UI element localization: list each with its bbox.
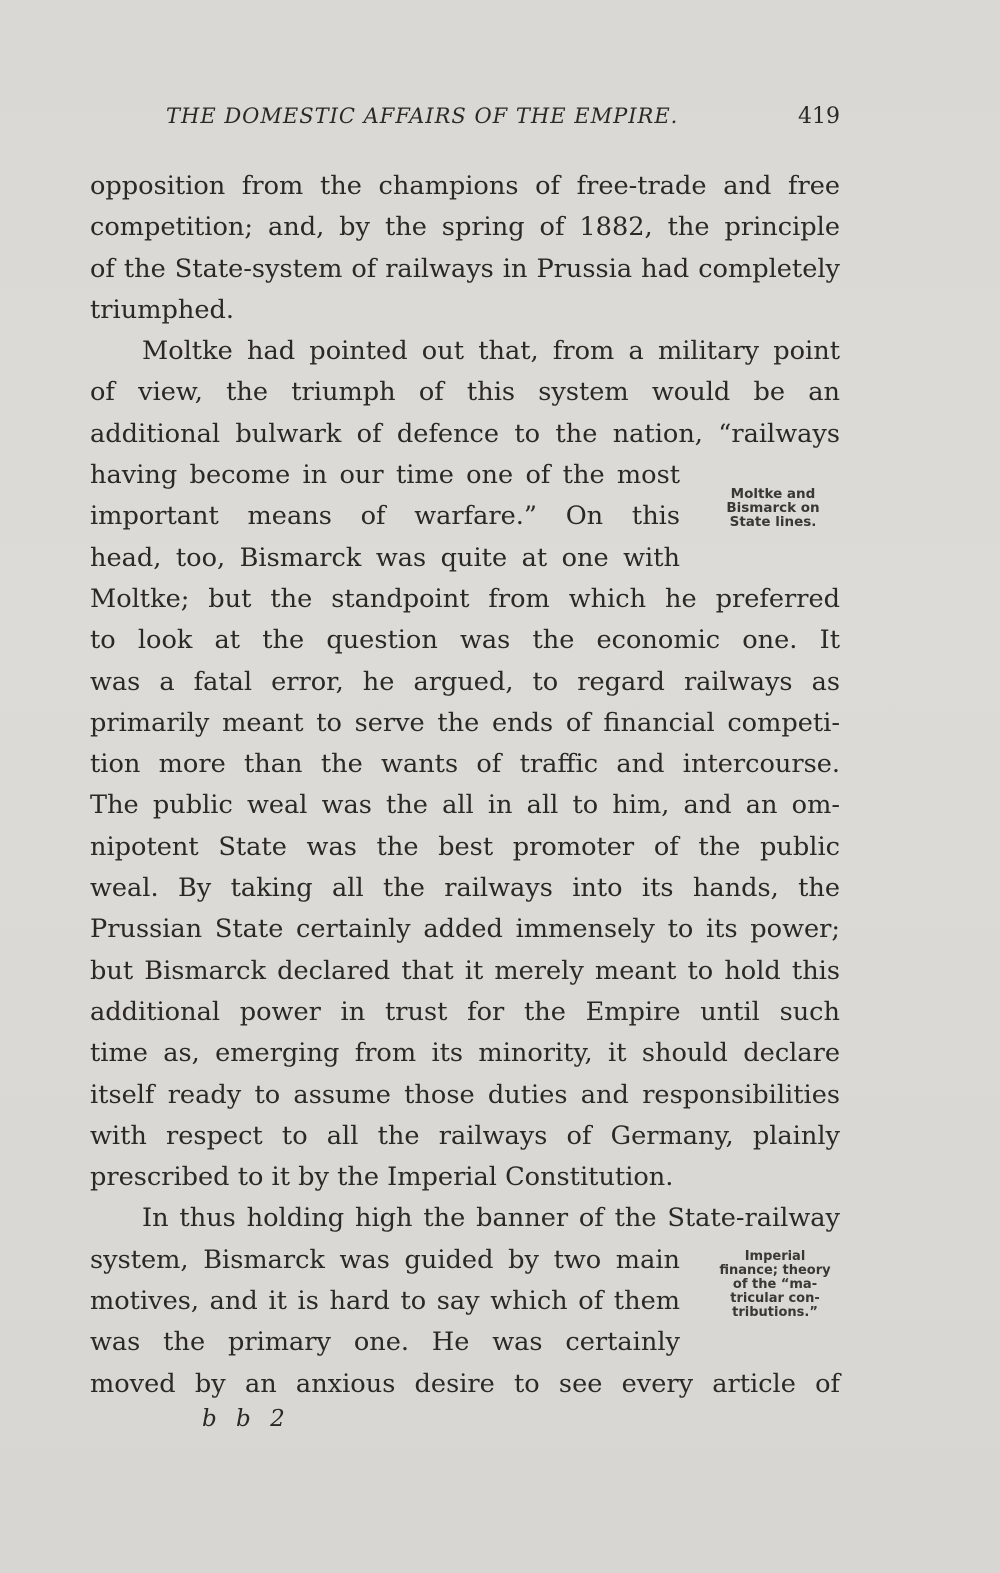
text-line: to look at the question was the economic one. It <box>90 625 840 656</box>
running-head <box>90 104 840 140</box>
text-line: was the primary one. He was certainly <box>90 1327 680 1358</box>
text-line: weal. By taking all the railways into its hands, the <box>90 873 840 904</box>
margin-note-line: finance; theory <box>719 1263 831 1278</box>
text-line: with respect to all the railways of Germany, plainly <box>90 1120 840 1151</box>
text-line: moved by an anxious desire to see every article of <box>90 1368 840 1399</box>
page-number: 419 <box>798 104 840 129</box>
paragraph <box>90 166 840 331</box>
text-line: The public weal was the all in all to him, and an om- <box>90 790 840 821</box>
text-line: triumphed. <box>90 294 234 325</box>
text-line: competition; and, by the spring of 1882, the principle <box>90 212 840 243</box>
paragraph <box>90 331 840 1198</box>
margin-note <box>708 487 838 529</box>
margin-note <box>700 1250 850 1320</box>
text-line: additional power in trust for the Empire until such <box>90 996 840 1027</box>
text-line: Prussian State certainly added immensely to its power; <box>90 914 840 945</box>
margin-note-line: Moltke and <box>730 486 816 502</box>
text-line: Moltke had pointed out that, from a military point <box>142 336 840 367</box>
margin-note-line: of the “ma- <box>732 1277 818 1292</box>
text-line: Moltke; but the standpoint from which he preferred <box>90 583 840 614</box>
text-line: primarily meant to serve the ends of financial competi- <box>90 707 840 738</box>
text-line: tion more than the wants of traffic and intercourse. <box>90 749 840 780</box>
body-text <box>90 166 840 1405</box>
text-line: prescribed to it by the Imperial Constitution. <box>90 1162 674 1193</box>
text-line: important means of warfare.” On this <box>90 501 680 532</box>
text-line: motives, and it is hard to say which of them <box>90 1286 680 1317</box>
text-line: was a fatal error, he argued, to regard railways as <box>90 666 840 697</box>
text-line: nipotent State was the best promoter of the public <box>90 831 840 862</box>
text-line: but Bismarck declared that it merely meant to hold this <box>90 955 840 986</box>
running-title: THE DOMESTIC AFFAIRS OF THE EMPIRE. <box>166 104 679 128</box>
text-line: time as, emerging from its minority, it should declare <box>90 1038 840 1069</box>
margin-note-line: State lines. <box>729 514 817 530</box>
text-line: head, too, Bismarck was quite at one with <box>90 542 680 573</box>
margin-note-line: Imperial <box>744 1249 806 1264</box>
text-line: opposition from the champions of free-trade and free <box>90 171 840 201</box>
margin-note-line: tributions.” <box>732 1305 818 1320</box>
text-line: additional bulwark of defence to the nation, “railways <box>90 418 840 449</box>
signature-mark: b b 2 <box>202 1406 291 1432</box>
text-line: of the State-system of railways in Prussia had completely <box>90 253 840 284</box>
text-line: of view, the triumph of this system would be an <box>90 377 840 408</box>
text-line: In thus holding high the banner of the State-railway <box>142 1203 840 1234</box>
text-line: system, Bismarck was guided by two main <box>90 1244 680 1275</box>
margin-note-line: tricular con- <box>730 1291 820 1306</box>
margin-note-line: Bismarck on <box>726 500 820 516</box>
text-line: having become in our time one of the most <box>90 460 680 491</box>
text-line: itself ready to assume those duties and responsibilities <box>90 1079 840 1110</box>
